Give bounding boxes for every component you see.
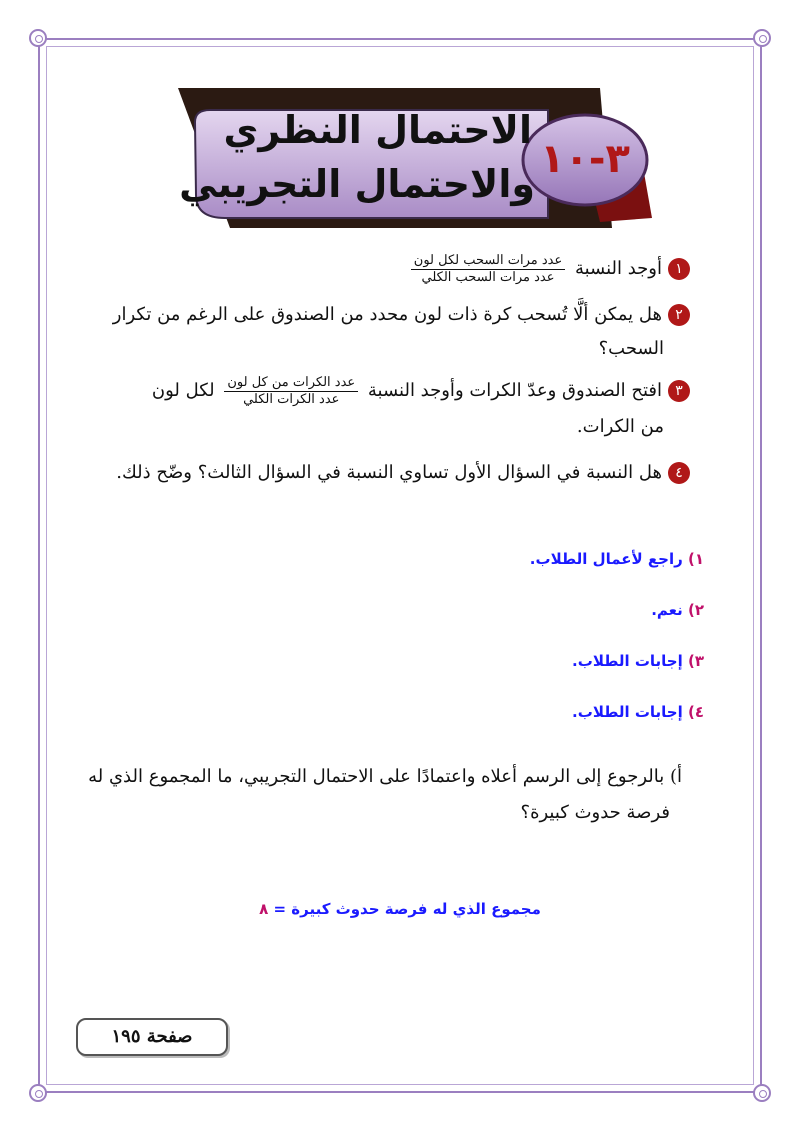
question-a-line2: فرصة حدوث كبيرة؟ bbox=[520, 802, 670, 823]
question-2-line2: السحب؟ bbox=[598, 338, 664, 359]
corner-ornament-bottom-right bbox=[753, 1084, 771, 1102]
question-number-badge: ١ bbox=[668, 258, 690, 280]
ratio-fraction bbox=[411, 253, 565, 286]
answer-key: ٢) bbox=[687, 601, 704, 619]
fraction-denominator: عدد مرات السحب الكلي bbox=[421, 269, 555, 285]
answer-text: نعم. bbox=[651, 601, 683, 619]
question-text: هل يمكن ألَّا تُسحب كرة ذات لون محدد من الصندوق على الرغم من تكرار bbox=[112, 304, 662, 325]
fraction-numerator: عدد مرات السحب لكل لون bbox=[411, 253, 565, 270]
question-a-label: أ) bbox=[669, 766, 682, 787]
question-1 bbox=[407, 252, 690, 286]
final-answer-value: ٨ bbox=[259, 900, 269, 918]
answer-1 bbox=[530, 550, 704, 568]
question-text-after: لكل لون bbox=[151, 380, 215, 401]
fraction-numerator: عدد الكرات من كل لون bbox=[224, 375, 358, 392]
question-number-badge: ٣ bbox=[668, 380, 690, 402]
fraction-denominator: عدد الكرات الكلي bbox=[243, 391, 340, 407]
question-a-line1: بالرجوع إلى الرسم أعلاه واعتمادًا على الاحتمال التجريبي، ما المجموع الذي له bbox=[88, 766, 665, 787]
final-answer-text: مجموع الذي له فرصة حدوث كبيرة = bbox=[273, 900, 541, 918]
question-number-badge: ٤ bbox=[668, 462, 690, 484]
corner-ornament-bottom-left bbox=[29, 1084, 47, 1102]
question-text: هل النسبة في السؤال الأول تساوي النسبة في السؤال الثالث؟ وضّح ذلك. bbox=[116, 462, 662, 483]
question-text: افتح الصندوق وعدّ الكرات وأوجد النسبة bbox=[367, 380, 662, 401]
question-2 bbox=[113, 298, 690, 332]
answer-2 bbox=[651, 601, 704, 619]
question-3 bbox=[152, 374, 690, 408]
answer-4 bbox=[572, 703, 704, 721]
final-answer bbox=[0, 900, 800, 918]
page-title-line2: والاحتمال التجريبي bbox=[179, 162, 535, 206]
page-number-box: صفحة ١٩٥ bbox=[76, 1018, 228, 1056]
ratio-fraction bbox=[224, 375, 358, 408]
lesson-number: ٣-١٠ bbox=[540, 136, 630, 182]
answer-key: ٣) bbox=[687, 652, 704, 670]
question-4 bbox=[116, 456, 690, 490]
question-a bbox=[82, 760, 682, 794]
question-3-line2: من الكرات. bbox=[576, 416, 664, 437]
page-title-line1: الاحتمال النظري bbox=[223, 108, 532, 152]
answer-key: ١) bbox=[687, 550, 704, 568]
answer-text: راجع لأعمال الطلاب. bbox=[529, 550, 683, 568]
question-text: أوجد النسبة bbox=[574, 258, 662, 279]
answer-key: ٤) bbox=[687, 703, 704, 721]
answer-3 bbox=[572, 652, 704, 670]
answer-text: إجابات الطلاب. bbox=[572, 703, 683, 721]
question-number-badge: ٢ bbox=[668, 304, 690, 326]
answer-text: إجابات الطلاب. bbox=[572, 652, 683, 670]
